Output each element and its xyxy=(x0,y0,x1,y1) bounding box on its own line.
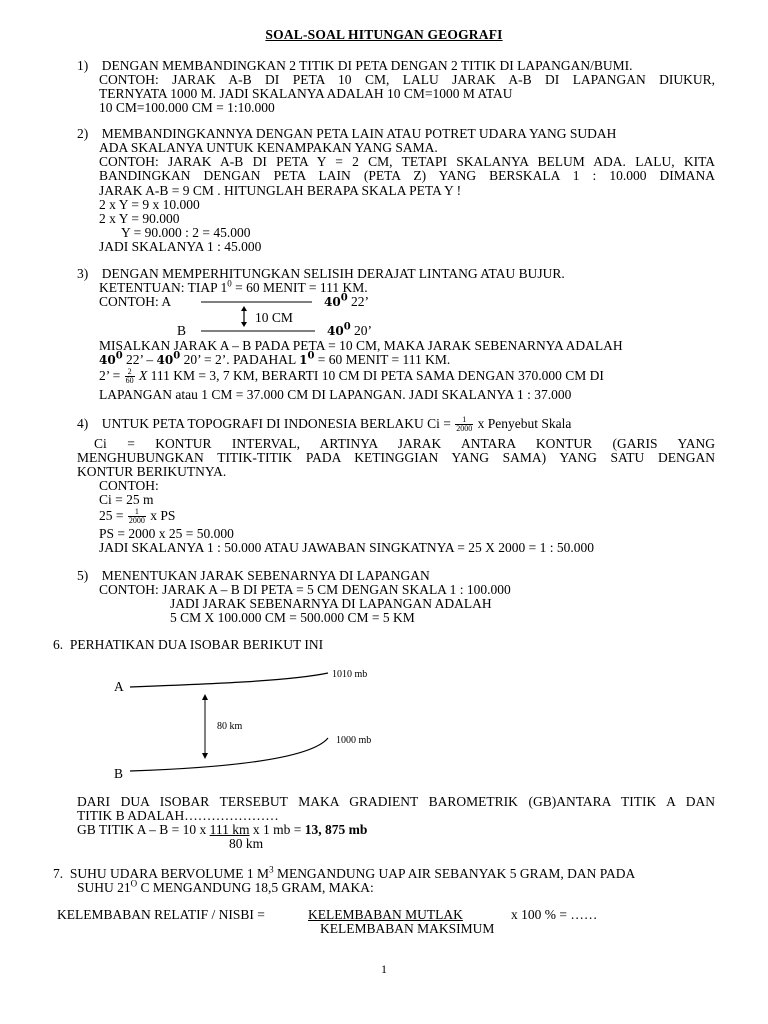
arrowhead-down xyxy=(241,322,247,327)
s2-line-7: 2 x Y = 90.000 xyxy=(99,211,180,226)
s5-line-2: CONTOH: JARAK A – B DI PETA = 5 CM DENGAN SKALA 1 : 100.000 xyxy=(99,582,511,597)
s4-line-7: 25 = $\frac{1}{2000}$ x PS xyxy=(99,507,176,526)
s7-line-2: SUHU $21^O$ C MENGANDUNG 18,5 GRAM, MAKA: xyxy=(77,878,374,895)
s1-line-2: CONTOH: JARAK A-B DI PETA 10 CM, LALU JARAK A-B DI LAPANGAN DIUKUR, xyxy=(99,72,715,87)
rh-formula-label: KELEMBABAN RELATIF / NISBI = xyxy=(57,907,265,922)
s4-line-1: 4) UNTUK PETA TOPOGRAFI DI INDONESIA BERLAKU Ci = $\frac{1}{2000}$ x Penyebut Skala xyxy=(77,415,572,434)
rh-multiplier: x 100 % = …… xyxy=(511,907,598,922)
s5-line-1: 5) MENENTUKAN JARAK SEBENARNYA DI LAPANGAN xyxy=(77,568,430,583)
s3-coord-b: $40^0$ 20’ xyxy=(327,321,373,338)
s5-line-4: 5 CM X 100.000 CM = 500.000 CM = 5 KM xyxy=(170,610,415,625)
s7-line-1: 7. SUHU UDARA BERVOLUME 1 $M^3$ MENGANDUNG UAP AIR SEBANYAK 5 GRAM, DAN PADA xyxy=(53,864,636,881)
s2-line-2: ADA SKALANYA UNTUK KENAMPAKAN YANG SAMA. xyxy=(99,140,438,155)
s4-ci-fraction: $\frac{1}{2000}$ xyxy=(456,415,473,434)
rh-numerator: KELEMBABAN MUTLAK xyxy=(308,907,463,922)
s6-line-3: TITIK B ADALAH………………… xyxy=(77,808,279,823)
s4-line-8: PS = 2000 x 25 = 50.000 xyxy=(99,526,234,541)
isobar-label-a: A xyxy=(114,679,124,694)
s3-line-2: KETENTUAN: TIAP $1^0 = 60$ MENIT = 111 KM. xyxy=(99,278,368,295)
arrowhead-up xyxy=(241,306,247,311)
rh-denominator: KELEMBABAN MAKSIMUM xyxy=(320,921,495,936)
isobar-distance-label: 80 km xyxy=(217,721,243,732)
s3-line-1: 3) DENGAN MEMPERHITUNGKAN SELISIH DERAJAT LINTANG ATAU BUJUR. xyxy=(77,266,565,281)
arrowhead-up-2 xyxy=(202,694,208,700)
s2-line-6: 2 x Y = 9 x 10.000 xyxy=(99,197,200,212)
s6-line-1: 6. PERHATIKAN DUA ISOBAR BERIKUT INI xyxy=(53,637,324,652)
s4-line-5: CONTOH: xyxy=(99,478,159,493)
s3-line-5: MISALKAN JARAK A – B PADA PETA = 10 CM, MAKA JARAK SEBENARNYA ADALAH xyxy=(99,338,623,353)
page-number: 1 xyxy=(381,962,387,976)
s3-distance-label: 10 CM xyxy=(255,310,293,325)
s4-line-9: JADI SKALANYA 1 : 50.000 ATAU JAWABAN SINGKATNYA = 25 X 2000 = 1 : 50.000 xyxy=(99,540,594,555)
s3-line-7: 2’ = $\frac{2}{60}$ X 111 KM = 3, 7 KM, BERARTI 10 CM DI PETA SAMA DENGAN 370.000 CM DI xyxy=(99,367,604,386)
s2-line-5: JARAK A-B = 9 CM . HITUNGLAH BERAPA SKALA PETA Y ! xyxy=(99,183,462,198)
pressure-label-1000: 1000 mb xyxy=(336,735,372,746)
pressure-label-1010: 1010 mb xyxy=(332,669,368,680)
s1-line-1: 1) DENGAN MEMBANDINGKAN 2 TITIK DI PETA DENGAN 2 TITIK DI LAPANGAN/BUMI. xyxy=(77,58,633,73)
s2-line-1: 2) MEMBANDINGKANNYA DENGAN PETA LAIN ATAU POTRET UDARA YANG SUDAH xyxy=(77,126,617,141)
s1-line-3: TERNYATA 1000 M. JADI SKALANYA ADALAH 10 CM=1000 M ATAU xyxy=(99,86,513,101)
isobar-label-b: B xyxy=(114,766,124,781)
s6-line-4: GB TITIK A – B = 10 x 111 km x 1 mb = 13, 875 mb xyxy=(77,822,368,837)
s3-line-6: $40^0$ 22’ – $40^0$ 20’ = 2’. PADAHAL $1^0 = 60$ MENIT = 111 KM. xyxy=(99,350,451,367)
s2-line-4: BANDINGKAN DENGAN PETA LAIN (PETA Z) YANG BERSKALA 1 : 10.000 DIMANA xyxy=(99,168,715,183)
isobar-1010 xyxy=(130,673,328,687)
s2-line-9: JADI SKALANYA 1 : 45.000 xyxy=(99,239,262,254)
s3-fraction: $\frac{2}{60}$ xyxy=(125,367,134,386)
arrowhead-down-2 xyxy=(202,753,208,759)
page-title: SOAL-SOAL HITUNGAN GEOGRAFI xyxy=(265,27,503,42)
s4-line-6: Ci = 25 m xyxy=(99,492,154,507)
s2-line-3: CONTOH: JARAK A-B DI PETA Y = 2 CM, TETAPI SKALANYA BELUM ADA. LALU, KITA xyxy=(99,154,715,169)
s3-contoh-a: CONTOH: A xyxy=(99,294,172,309)
isobar-1000 xyxy=(130,738,328,771)
s6-line-5: 80 km xyxy=(229,836,264,851)
s6-line-2: DARI DUA ISOBAR TERSEBUT MAKA GRADIENT BAROMETRIK (GB)ANTARA TITIK A DAN xyxy=(77,794,715,809)
s4-line-2: Ci = KONTUR INTERVAL, ARTINYA JARAK ANTARA KONTUR (GARIS YANG xyxy=(94,436,715,451)
s4-line-3: MENGHUBUNGKAN TITIK-TITIK PADA KETINGGIAN YANG SAMA) YANG SATU DENGAN xyxy=(77,450,715,465)
s4-ps-fraction: $\frac{1}{2000}$ xyxy=(128,507,145,526)
s5-line-3: JADI JARAK SEBENARNYA DI LAPANGAN ADALAH xyxy=(170,596,492,611)
s3-label-b: B xyxy=(177,323,187,338)
s4-line-4: KONTUR BERIKUTNYA. xyxy=(77,464,227,479)
s1-line-4: 10 CM=100.000 CM = 1:10.000 xyxy=(99,100,275,115)
s3-coord-a: $40^0$ 22’ xyxy=(324,292,370,309)
s2-line-8: Y = 90.000 : 2 = 45.000 xyxy=(121,225,251,240)
s3-line-8: LAPANGAN atau 1 CM = 37.000 CM DI LAPANGAN. JADI SKALANYA 1 : 37.000 xyxy=(99,387,572,402)
